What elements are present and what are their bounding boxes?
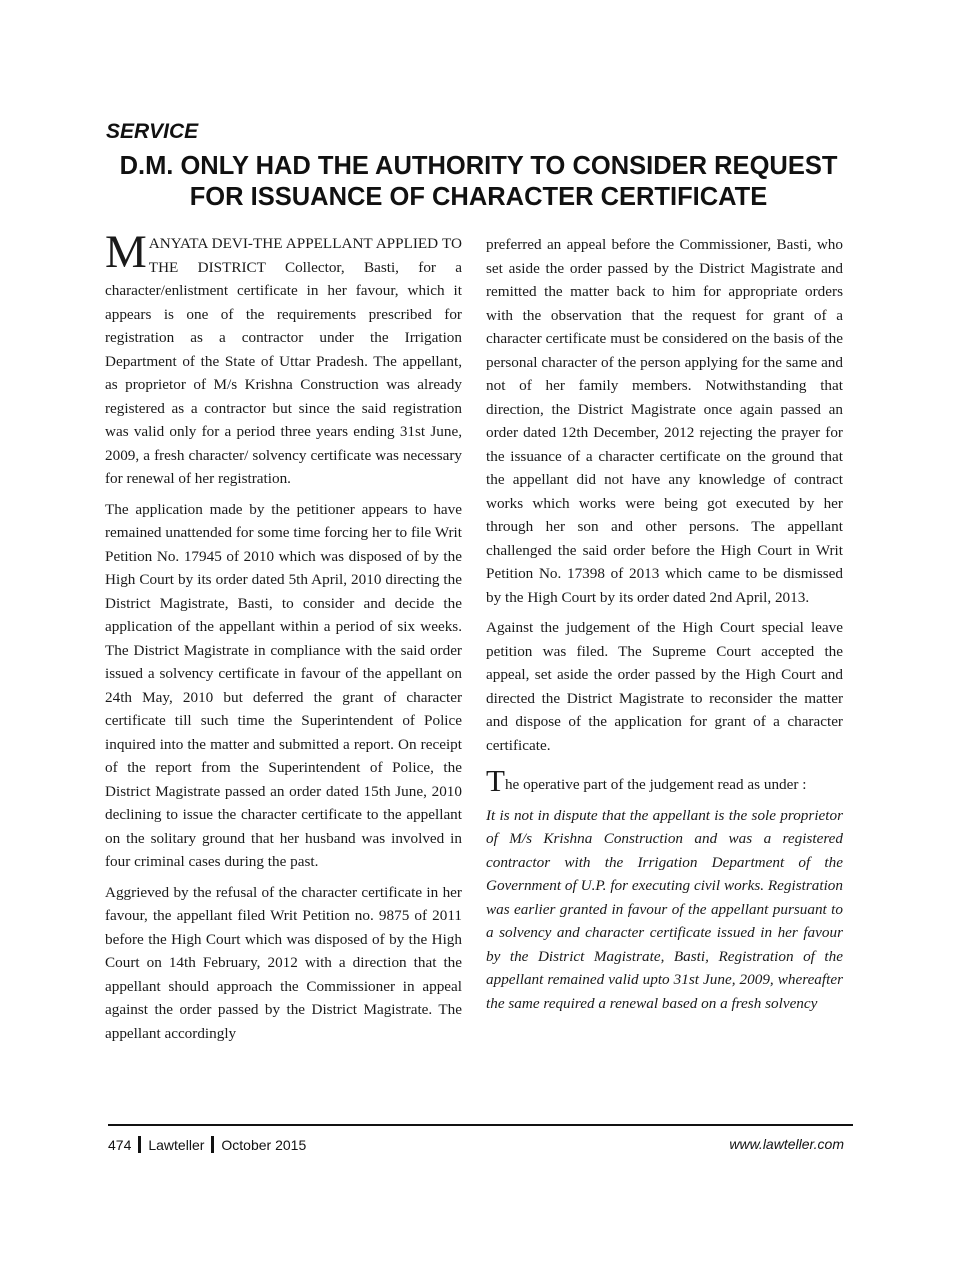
right-column (486, 233, 843, 1022)
drop-cap: M (105, 226, 147, 278)
footer-rule (108, 1124, 853, 1126)
left-paragraph-2: The application made by the petitioner appears to have remained unattended for some time forcing her to file Writ Petition No. 17945 of 2010 which was disposed of by the High Court by its order dated 5th April, 2010 directing the District Magistrate, Basti, to consider and decide the application of the appellant within a period of six weeks. The District Magistrate in compliance with the said order issued a solvency certificate in favour of the appellant on 24th May, 2010 but deferred the grant of character certificate till such time the Superintendent of Police inquired into the matter and submitted a report. On receipt of the report from the Superintendent of Police, the District Magistrate passed an order dated 15th June, 2010 declining to issue the character certificate to the appellant on the solitary ground that her husband was involved in four criminal cases during the past. (105, 500, 462, 870)
right-paragraph-2: Against the judgement of the High Court special leave petition was filed. The Supreme Court accepted the appeal, set aside the order passed by the High Court and directed the District Magistrate to reconsider the matter and dispose of the application for grant of a character certificate. (486, 619, 843, 754)
website-link[interactable]: www.lawteller.com (729, 1136, 844, 1152)
left-column (105, 226, 462, 1052)
article-title: D.M. ONLY HAD THE AUTHORITY TO CONSIDER REQUEST FOR ISSUANCE OF CHARACTER CERTIFICATE (119, 152, 838, 211)
footer-left (108, 1136, 306, 1153)
section-label: SERVICE (106, 120, 199, 143)
right-paragraph-1: preferred an appeal before the Commissioner, Basti, who set aside the order passed by the District Magistrate and remitted the matter back to him for appropriate orders with the observation that the request for grant of a character certificate must be considered on the basis of the personal character of the person applying for the same and not of her family members. Notwithstanding that direction, the District Magistrate once again passed an order dated 12th December, 2012 rejecting the prayer for the issuance of a character certificate on the ground that the appellant did not have any knowledge of contract works which works were being got executed by her through her son and other persons. The appellant challenged the said order before the High Court in Writ Petition No. 17398 of 2013 which came to be dismissed by the High Court by its order dated 2nd April, 2013. (486, 236, 843, 606)
left-paragraph-1 (105, 226, 462, 491)
issue-date: October 2015 (221, 1136, 307, 1153)
footer-separator (138, 1136, 141, 1153)
operative-part-intro-text: he operative part of the judgement read as under : (504, 776, 807, 793)
page-number: 474 (108, 1136, 132, 1153)
judgement-quote: It is not in dispute that the appellant is the sole proprietor of M/s Krishna Construction and was a registered contractor with the Irrigation Department of the Government of U.P. for executing civil works. Registration was earlier granted in favour of the appellant pursuant to a solvency and character certificate issued in her favour by the District Magistrate, Basti, Registration of the appellant remained valid upto 31st June, 2009, whereafter the same required a renewal based on a fresh solvency (486, 806, 843, 1012)
drop-cap: T (486, 763, 505, 798)
footer-separator (211, 1136, 214, 1153)
publication-name: Lawteller (148, 1136, 205, 1153)
left-paragraph-3: Aggrieved by the refusal of the character certificate in her favour, the appellant filed Writ Petition no. 9875 of 2011 before the High Court which was disposed of by the High Court on 14th February, 2012 with a direction that the appellant should approach the Commissioner in appeal against the order passed by the District Magistrate. The appellant accordingly (105, 883, 462, 1042)
page-footer (108, 1136, 844, 1158)
operative-part-intro (486, 763, 843, 798)
left-paragraph-1-text: ANYATA DEVI-THE APPELLANT APPLIED TO THE DISTRICT Collector, Basti, for a character/enlistment certificate in her favour, which it appears is one of the requirements prescribed for registration as a contractor under the Irrigation Department of the State of Uttar Pradesh. The appellant, as proprietor of M/s Krishna Construction was already registered as a contractor but since the said registration was valid only for a period three years ending 31st June, 2009, a fresh character/ solvency certificate was necessary for renewal of her registration. (105, 235, 462, 487)
